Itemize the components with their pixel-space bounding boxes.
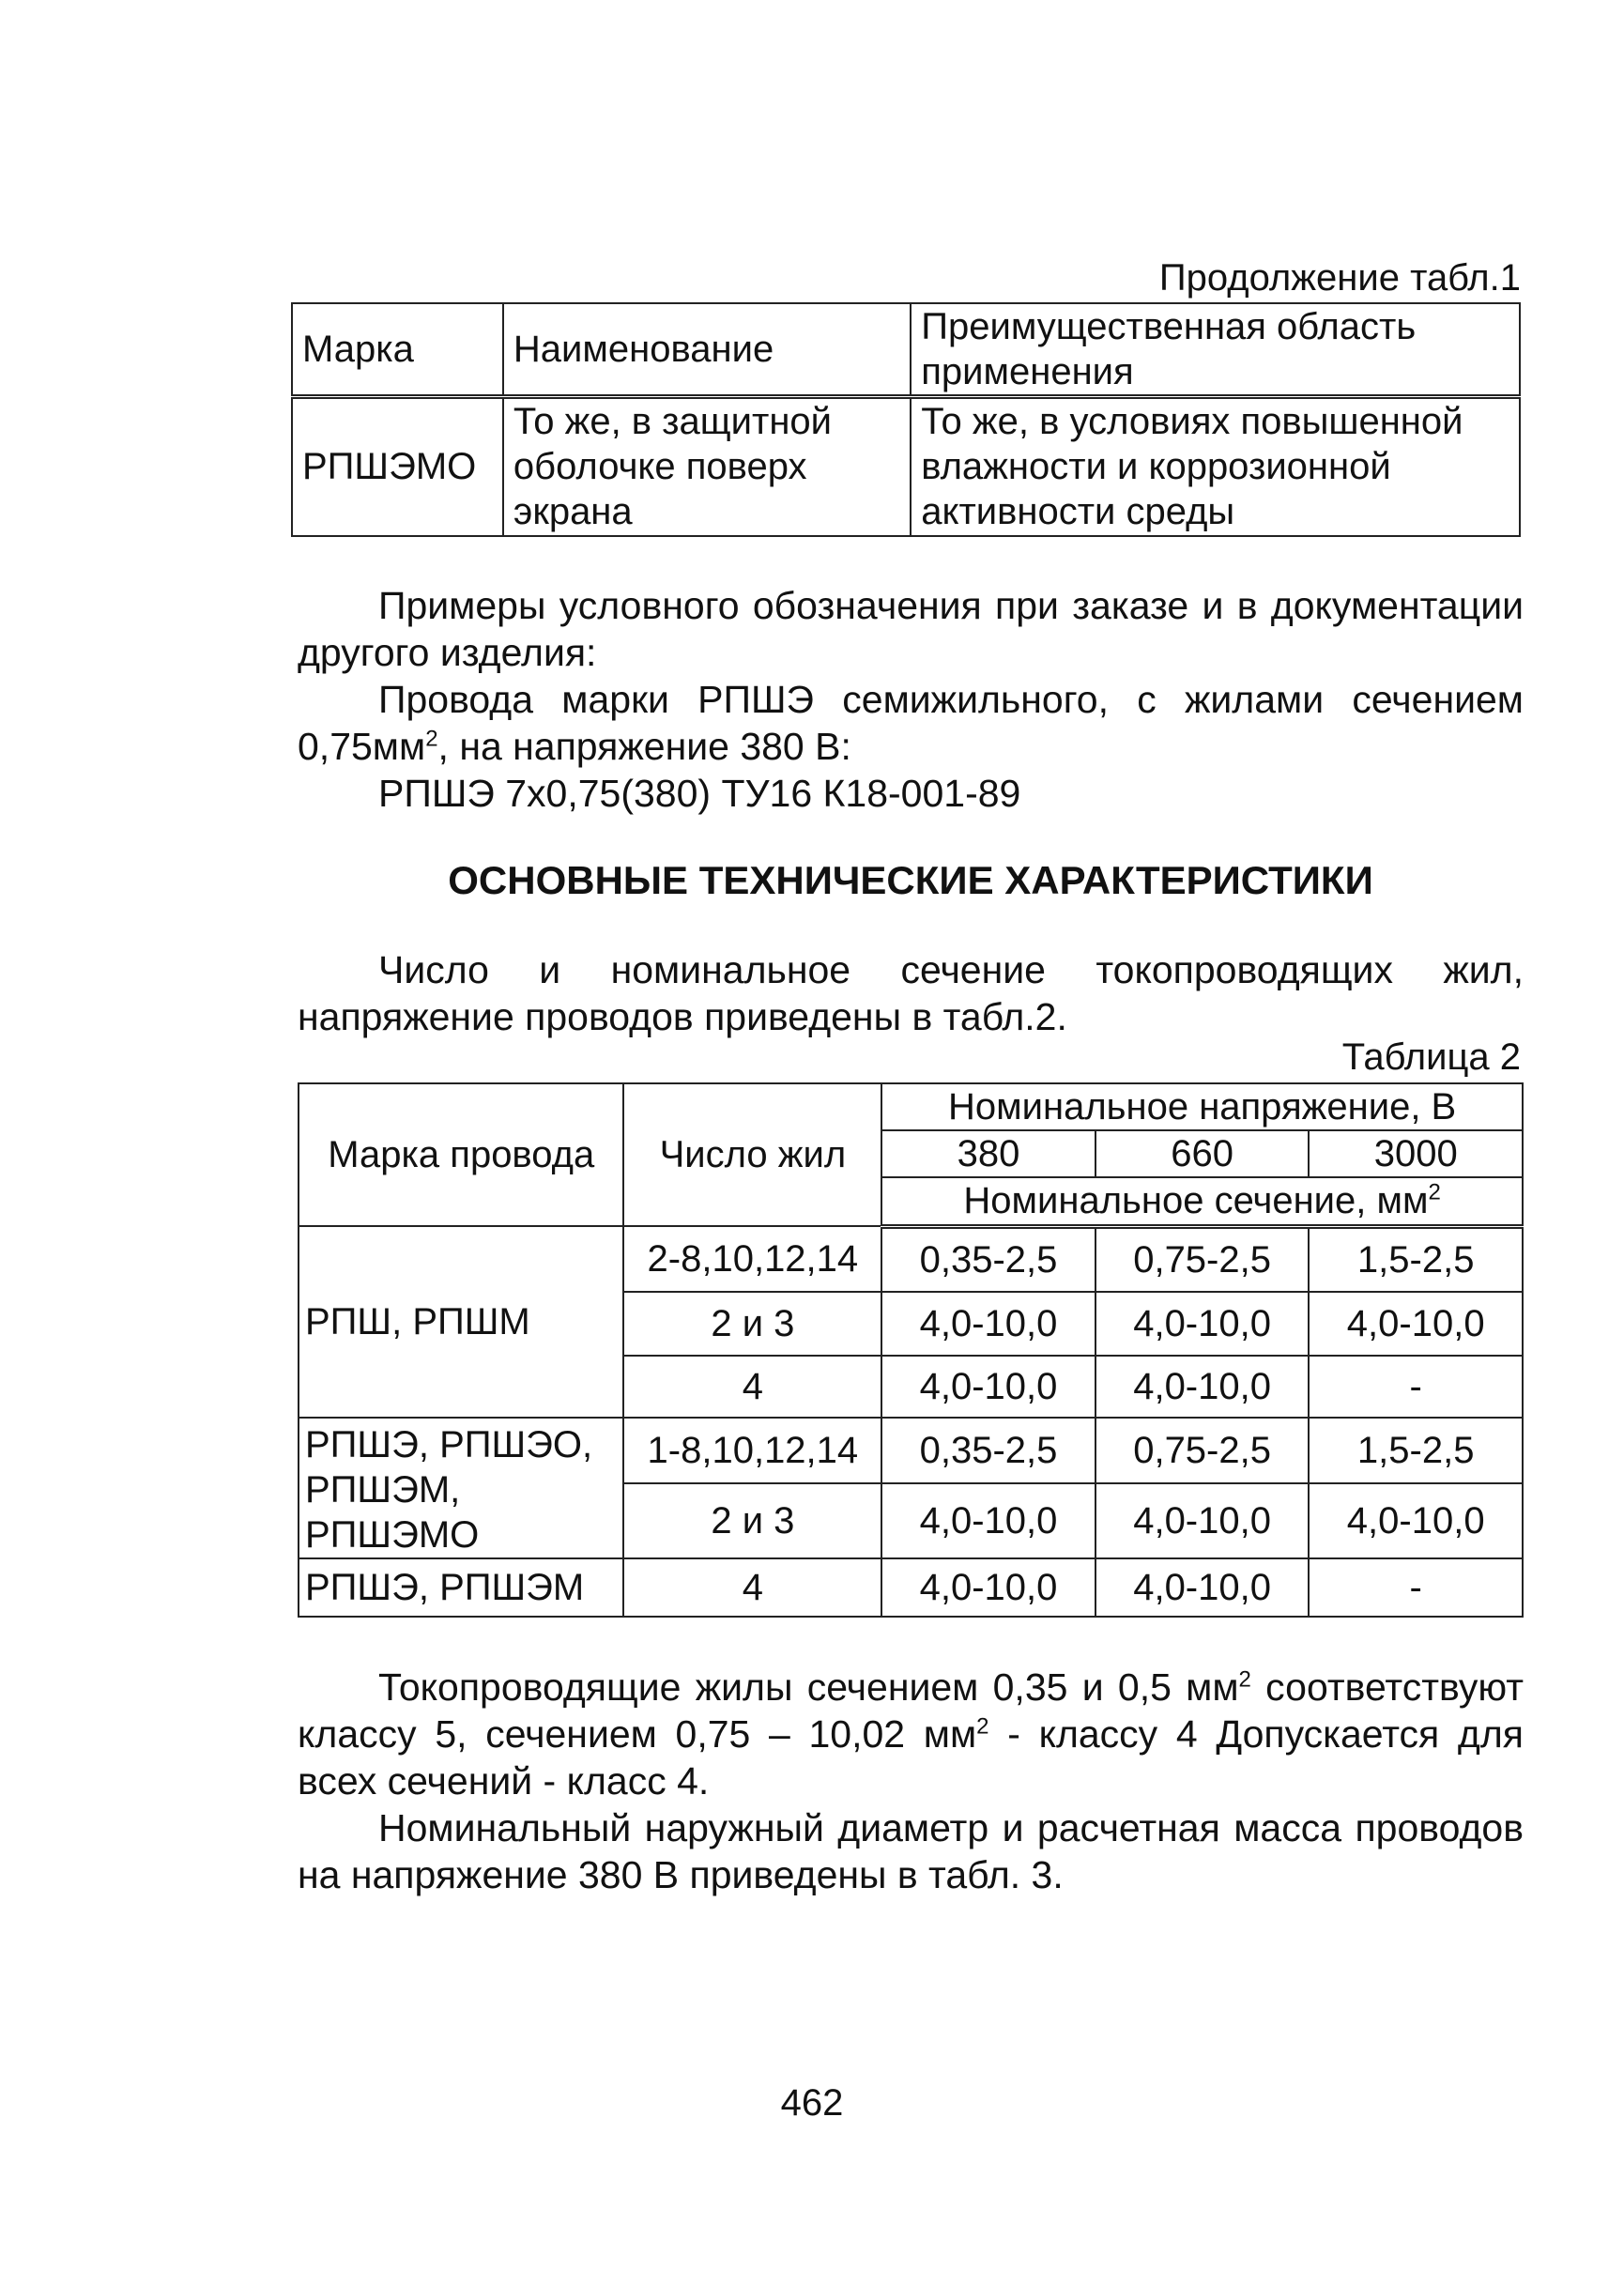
table2-mark-rpsh: РПШ, РПШМ (299, 1226, 623, 1418)
table2-caption: Таблица 2 (1341, 1036, 1521, 1078)
table2-mark-rpshem: РПШЭ, РПШЭМ (299, 1558, 623, 1617)
table-row (299, 1226, 1523, 1292)
table2-value-660: 4,0-10,0 (1095, 1356, 1310, 1418)
table1-cell-area: То же, в условиях повышенной влажности и коррозионной активности среды (911, 397, 1520, 536)
para-classes-3: - классу 4 Допускается для всех сечений - класс 4. (298, 1712, 1524, 1803)
examples-line-text: Провода марки РПШЭ семижильного, с жилами сечением 0,75мм (298, 678, 1524, 768)
table-row (299, 1418, 1523, 1483)
table2-value-660: 4,0-10,0 (1095, 1483, 1310, 1558)
examples-designation: РПШЭ 7х0,75(380) ТУ16 К18-001-89 (378, 772, 1021, 815)
table2-value-380: 4,0-10,0 (881, 1356, 1095, 1418)
table2-header-count: Число жил (623, 1083, 881, 1226)
table2-value-3000: 4,0-10,0 (1309, 1292, 1523, 1356)
table1-header-mark: Марка (292, 303, 503, 397)
table2-count: 4 (623, 1356, 881, 1418)
table2-header-mark: Марка провода (299, 1083, 623, 1226)
table2-voltage-380: 380 (881, 1130, 1095, 1177)
table2-value-660: 0,75-2,5 (1095, 1226, 1310, 1292)
table2-voltage-3000: 3000 (1309, 1130, 1523, 1177)
table1-header-name: Наименование (503, 303, 911, 397)
table2-value-380: 0,35-2,5 (881, 1226, 1095, 1292)
table2-header-section-sup: 2 (1428, 1179, 1441, 1205)
table2-value-3000: - (1309, 1356, 1523, 1418)
table2-header-section (881, 1177, 1523, 1226)
para-classes-2: соответствуют классу 5, сечением 0,75 – 10,02 мм (298, 1665, 1524, 1756)
para-classes (298, 1664, 1524, 1804)
table2-value-660: 4,0-10,0 (1095, 1292, 1310, 1356)
examples-line-rest: , на напряжение 380 В: (437, 725, 851, 768)
para-table3: Номинальный наружный диаметр и расчетная масса проводов на напряжение 380 В приведены в табл. 3. (298, 1806, 1524, 1896)
table2-header-section-text: Номинальное сечение, мм (963, 1180, 1429, 1222)
para-table2: Число и номинальное сечение токопроводящих жил, напряжение проводов приведены в табл.2. (298, 948, 1524, 1038)
table2-voltage-660: 660 (1095, 1130, 1310, 1177)
table2-value-380: 4,0-10,0 (881, 1483, 1095, 1558)
table1-cell-name: То же, в защитной оболочке поверх экрана (503, 397, 911, 536)
table2-value-660: 0,75-2,5 (1095, 1418, 1310, 1483)
table1-caption: Продолжение табл.1 (1158, 257, 1521, 299)
table2 (298, 1082, 1524, 1618)
section-heading: ОСНОВНЫЕ ТЕХНИЧЕСКИЕ ХАРАКТЕРИСТИКИ (448, 858, 1373, 902)
table2-value-3000: 4,0-10,0 (1309, 1483, 1523, 1558)
para-classes-sup1: 2 (1238, 1666, 1251, 1693)
table2-value-3000: 1,5-2,5 (1309, 1226, 1523, 1292)
table2-value-3000: - (1309, 1558, 1523, 1617)
table2-count: 4 (623, 1558, 881, 1617)
table2-count: 2 и 3 (623, 1292, 881, 1356)
para-classes-1: Токопроводящие жилы сечением 0,35 и 0,5 мм (378, 1665, 1239, 1709)
table1-cell-mark: РПШЭМО (292, 397, 503, 536)
table2-value-3000: 1,5-2,5 (1309, 1418, 1523, 1483)
table2-value-380: 4,0-10,0 (881, 1558, 1095, 1617)
table-row (299, 1558, 1523, 1617)
table2-value-380: 0,35-2,5 (881, 1418, 1095, 1483)
para-classes-sup2: 2 (976, 1713, 989, 1740)
table1 (291, 302, 1521, 537)
table2-value-660: 4,0-10,0 (1095, 1558, 1310, 1617)
table2-value-380: 4,0-10,0 (881, 1292, 1095, 1356)
table2-mark-rpshe: РПШЭ, РПШЭО, РПШЭМ, РПШЭМО (299, 1418, 623, 1558)
table2-count: 2 и 3 (623, 1483, 881, 1558)
table2-count: 1-8,10,12,14 (623, 1418, 881, 1483)
page-number: 462 (780, 2082, 844, 2124)
examples-line (298, 676, 1524, 770)
examples-line-sup: 2 (425, 726, 438, 752)
table2-header-voltage: Номинальное напряжение, В (881, 1083, 1523, 1130)
examples-intro: Примеры условного обозначения при заказе и в документации другого изделия: (298, 584, 1524, 674)
table1-header-area: Преимущественная область применения (911, 303, 1520, 397)
table2-count: 2-8,10,12,14 (623, 1226, 881, 1292)
